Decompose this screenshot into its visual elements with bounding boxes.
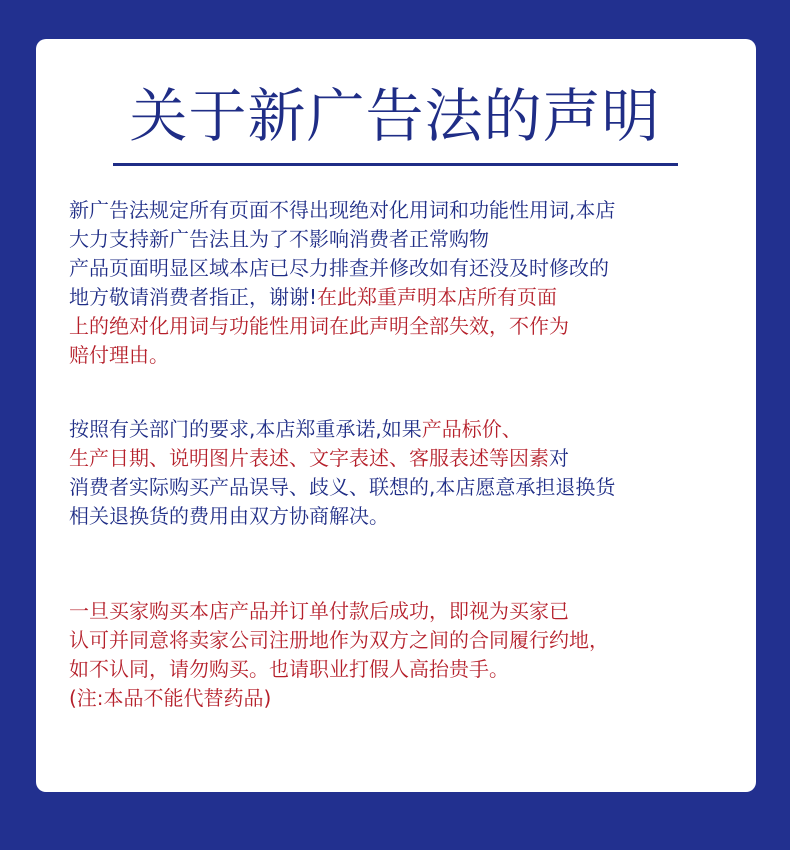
text-segment-highlight: 在此郑重声明本店所有页面	[317, 285, 558, 309]
text-segment: 对	[549, 446, 569, 470]
text-segment: 按照有关部门的要求,本店郑重承诺,如果	[69, 417, 422, 441]
text-line: 大力支持新广告法且为了不影响消费者正常购物	[69, 227, 489, 251]
text-line	[69, 444, 749, 473]
text-segment-highlight: 产品标价、	[421, 417, 522, 441]
text-segment: 地方敬请消费者指正，谢谢!	[69, 285, 318, 309]
paragraph-commitment	[69, 415, 749, 531]
text-line: 相关退换货的费用由双方协商解决。	[69, 504, 389, 528]
text-line: 消费者实际购买产品误导、歧义、联想的,本店愿意承担退换货	[69, 475, 616, 499]
page-title: 关于新广告法的声明	[129, 82, 661, 150]
text-segment-highlight: 生产日期、说明图片表述、文字表述、客服表述等因素	[69, 446, 549, 470]
text-line: 产品页面明显区域本店已尽力排查并修改如有还没及时修改的	[69, 256, 609, 280]
text-line-highlight: 如不认同，请勿购买。也请职业打假人高抬贵手。	[69, 657, 509, 681]
text-line-highlight: 赔付理由。	[69, 343, 169, 367]
text-line-highlight: 认可并同意将卖家公司注册地作为双方之间的合同履行约地，	[69, 628, 609, 652]
paragraph-ad-law	[69, 196, 749, 370]
title-underline	[113, 163, 678, 166]
paragraph-purchase-terms	[69, 597, 749, 713]
text-line-highlight: 上的绝对化用词与功能性用词在此声明全部失效，不作为	[69, 314, 569, 338]
text-line-note: (注:本品不能代替药品)	[69, 686, 272, 710]
text-line	[69, 415, 749, 444]
text-line	[69, 283, 749, 312]
text-line: 新广告法规定所有页面不得出现绝对化用词和功能性用词,本店	[69, 198, 616, 222]
text-line-highlight: 一旦买家购买本店产品并订单付款后成功，即视为买家已	[69, 599, 569, 623]
